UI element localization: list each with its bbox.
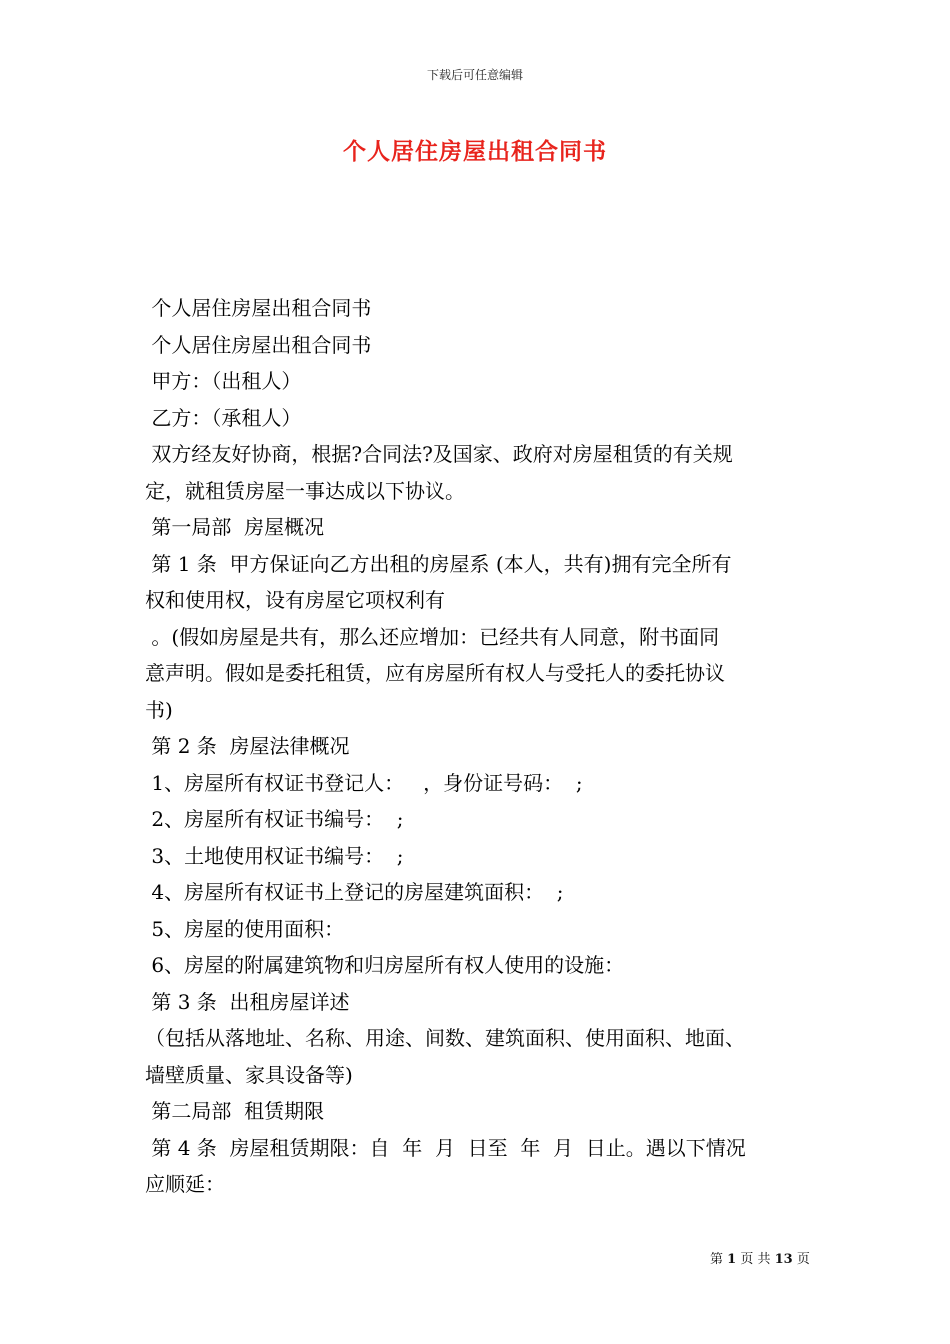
total-pages-number: 13: [774, 1252, 793, 1267]
body-line: 第 4 条 房屋租赁期限：自 年 月 日至 年 月 日止。遇以下情况: [145, 1135, 746, 1160]
body-line: 墙壁质量、家具设备等): [145, 1062, 353, 1087]
header-note: 下载后可任意编辑: [426, 68, 523, 82]
body-line: 意声明。假如是委托租赁，应有房屋所有权人与受托人的委托协议: [145, 661, 725, 685]
section-heading: 第二局部 租赁期限: [145, 1099, 325, 1123]
footer-suffix: 页: [796, 1252, 810, 1267]
body-line: 。(假如房屋是共有，那么还应增加：已经共有人同意，附书面同: [145, 624, 720, 649]
list-item: 2、房屋所有权证书编号： ;: [145, 807, 404, 831]
body-line: 个人居住房屋出租合同书: [145, 296, 372, 320]
section-heading: 第一局部 房屋概况: [145, 515, 325, 539]
current-page-number: 1: [727, 1252, 737, 1267]
list-item: 5、房屋的使用面积：: [145, 916, 345, 941]
body-line: 第 1 条 甲方保证向乙方出租的房屋系 (本人，共有)拥有完全所有: [145, 551, 732, 576]
body-line: 乙方：（承租人）: [145, 405, 302, 430]
list-item: 1、房屋所有权证书登记人： ，身份证号码： ;: [145, 770, 583, 795]
list-item: 3、土地使用权证书编号： ;: [145, 843, 404, 868]
body-line: 应顺延：: [145, 1172, 225, 1196]
body-line: 权和使用权，设有房屋它项权利有: [145, 588, 445, 612]
body-line: 书): [145, 697, 173, 722]
list-item: 6、房屋的附属建筑物和归房屋所有权人使用的设施：: [145, 953, 625, 977]
body-line: 双方经友好协商，根据?合同法?及国家、政府对房屋租赁的有关规: [145, 442, 733, 466]
body-line: 定，就租赁房屋一事达成以下协议。: [145, 478, 465, 503]
body-line: （包括从落地址、名称、用途、间数、建筑面积、使用面积、地面、: [145, 1026, 745, 1050]
page-number-footer: [710, 1248, 810, 1267]
list-item: 4、房屋所有权证书上登记的房屋建筑面积： ;: [145, 880, 564, 904]
footer-prefix: 第: [710, 1252, 724, 1267]
footer-middle: 页 共: [740, 1252, 771, 1267]
body-line: 甲方：（出租人）: [145, 369, 302, 393]
document-title: 个人居住房屋出租合同书: [343, 138, 607, 165]
body-line: 个人居住房屋出租合同书: [145, 332, 372, 357]
article-heading: 第 2 条 房屋法律概况: [145, 734, 350, 758]
document-body: [145, 290, 825, 1203]
article-heading: 第 3 条 出租房屋详述: [145, 989, 350, 1014]
